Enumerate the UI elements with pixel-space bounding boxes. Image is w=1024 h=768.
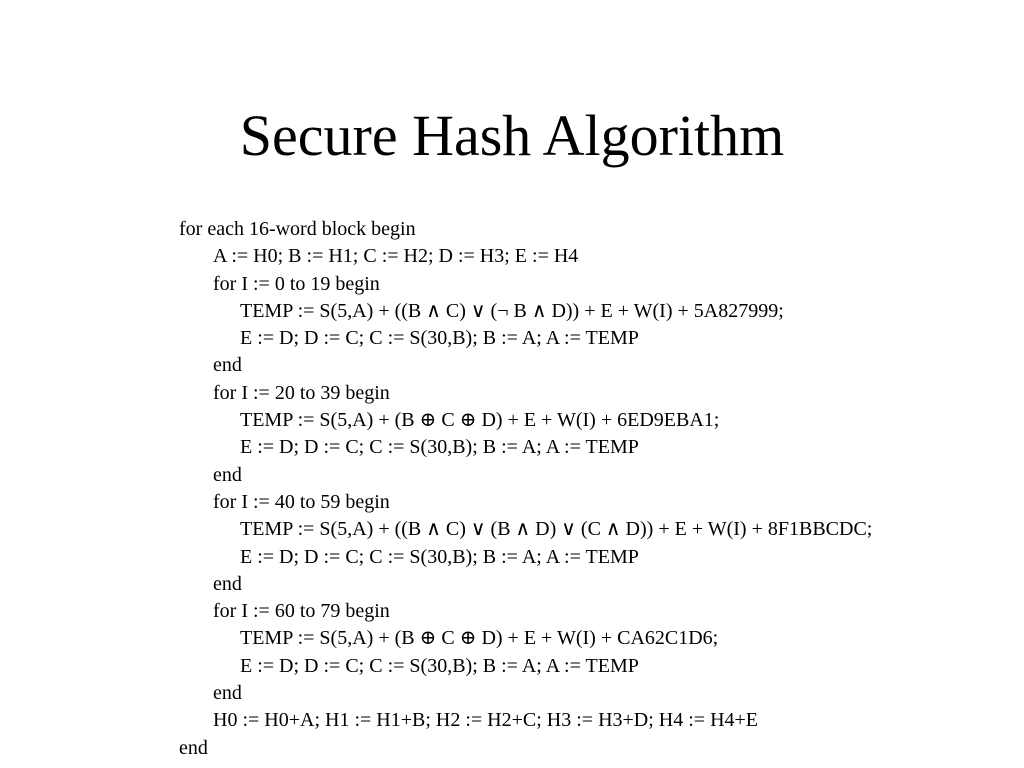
- code-line: TEMP := S(5,A) + ((B ∧ C) ∨ (B ∧ D) ∨ (C ∧ D)) + E + W(I) + 8F1BBCDC;: [240, 518, 873, 541]
- code-line: TEMP := S(5,A) + (B ⊕ C ⊕ D) + E + W(I) + 6ED9EBA1;: [240, 409, 720, 432]
- code-line: for I := 0 to 19 begin: [213, 272, 380, 295]
- code-line: A := H0; B := H1; C := H2; D := H3; E := H4: [213, 245, 579, 268]
- code-line: for I := 60 to 79 begin: [213, 600, 390, 623]
- code-line: TEMP := S(5,A) + (B ⊕ C ⊕ D) + E + W(I) + CA62C1D6;: [240, 627, 719, 650]
- code-line: TEMP := S(5,A) + ((B ∧ C) ∨ (¬ B ∧ D)) + E + W(I) + 5A827999;: [240, 299, 784, 322]
- code-line: end: [213, 463, 242, 486]
- code-line: for each 16-word block begin: [179, 218, 416, 240]
- pseudocode-block: [179, 216, 872, 762]
- code-line: end: [213, 572, 242, 595]
- code-line: H0 := H0+A; H1 := H1+B; H2 := H2+C; H3 := H3+D; H4 := H4+E: [213, 709, 759, 732]
- code-line: for I := 20 to 39 begin: [213, 381, 390, 404]
- code-line: E := D; D := C; C := S(30,B); B := A; A := TEMP: [240, 436, 639, 459]
- code-line: end: [213, 682, 242, 705]
- code-line: for I := 40 to 59 begin: [213, 490, 390, 513]
- code-line: end: [213, 354, 242, 377]
- code-line: end: [179, 736, 208, 759]
- code-line: E := D; D := C; C := S(30,B); B := A; A := TEMP: [240, 327, 639, 350]
- code-line: E := D; D := C; C := S(30,B); B := A; A := TEMP: [240, 545, 639, 568]
- slide-title: Secure Hash Algorithm: [239, 103, 785, 168]
- code-line: E := D; D := C; C := S(30,B); B := A; A := TEMP: [240, 654, 639, 677]
